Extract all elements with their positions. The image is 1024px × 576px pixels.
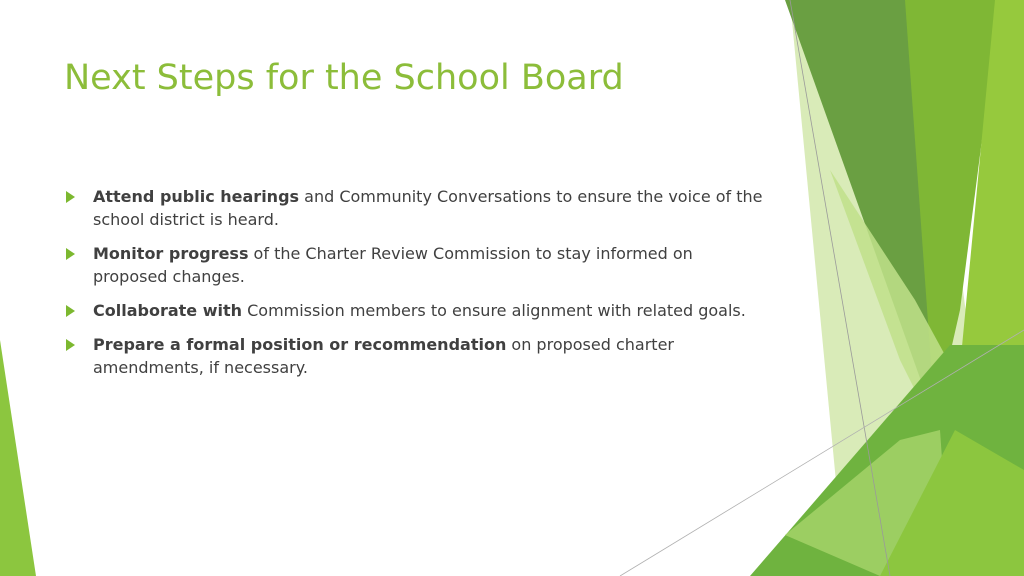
bullet-item-4 [64,333,764,379]
bullet-item-1 [64,185,764,231]
bullet-item-3 [64,299,764,322]
bullet-text: on proposed charter amendments, if necessary. [93,335,674,377]
triangle-right-icon [66,191,75,203]
bullet-text: and Community Conversations to ensure the voice of the school district is heard. [93,187,763,229]
bullet-text: Commission members to ensure alignment with related goals. [242,301,746,320]
left-green-sliver [0,340,36,576]
bullet-text: of the Charter Review Commission to stay informed on proposed changes. [93,244,693,286]
slide-title: Next Steps for the School Board [64,58,624,98]
bullet-lead: Prepare a formal position or recommendation [93,335,507,354]
bullet-lead: Attend public hearings [93,187,300,206]
triangle-right-icon [66,305,75,317]
triangle-right-icon [66,339,75,351]
bullet-lead: Monitor progress [93,244,249,263]
bullet-list [64,185,764,390]
bullet-lead: Collaborate with [93,301,243,320]
triangle-right-icon [66,248,75,260]
bullet-item-2 [64,242,764,288]
